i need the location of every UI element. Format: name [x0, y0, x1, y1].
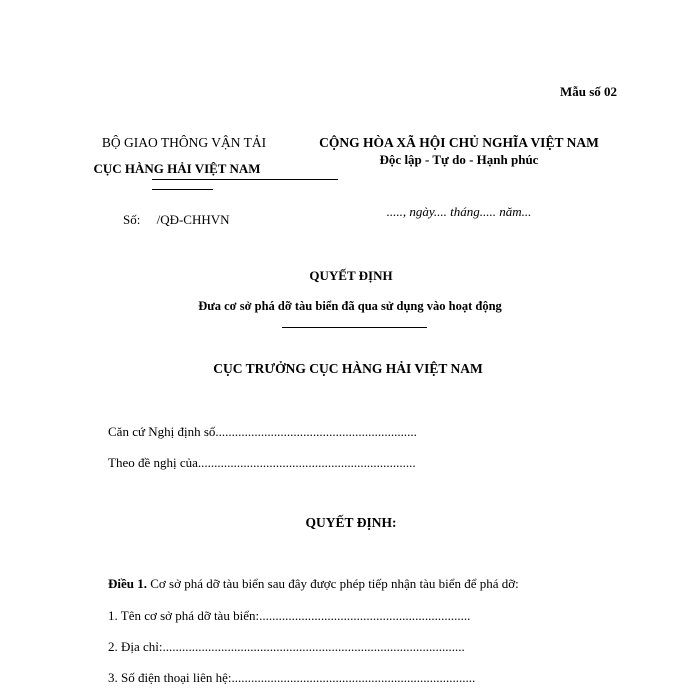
form-number: Mẫu số 02	[559, 84, 617, 99]
subtitle-divider	[282, 327, 427, 328]
basis-decree: Căn cứ Nghị định số..............................................................	[108, 424, 417, 439]
basis-proposal: Theo đề nghị của...................................................................	[108, 455, 416, 470]
country-name: CỘNG HÒA XÃ HỘI CHỦ NGHĨA VIỆT NAM	[319, 135, 599, 150]
ministry-name: BỘ GIAO THÔNG VẬN TẢI	[101, 135, 267, 150]
date-line: ....., ngày.... tháng..... năm...	[386, 204, 532, 219]
article-1-label: Điều 1.	[108, 576, 147, 591]
article-1	[108, 576, 519, 592]
document-title: QUYẾT ĐỊNH	[309, 268, 393, 283]
item-facility-name: 1. Tên cơ sở phá dỡ tàu biển:.................................................................	[108, 608, 471, 623]
item-address: 2. Địa chỉ:.............................................................................................	[108, 639, 465, 654]
document-number: Số: /QĐ-CHHVN	[123, 212, 230, 227]
agency-underline	[152, 179, 338, 180]
agency-name: CỤC HÀNG HẢI VIỆT NAM	[93, 161, 261, 176]
motto: Độc lập - Tự do - Hạnh phúc	[379, 152, 539, 167]
agency-divider	[152, 189, 213, 190]
article-1-text: Cơ sở phá dỡ tàu biển sau đây được phép tiếp nhận tàu biển để phá dỡ:	[147, 576, 519, 591]
issuing-authority: CỤC TRƯỞNG CỤC HÀNG HẢI VIỆT NAM	[213, 361, 483, 376]
item-phone: 3. Số điện thoại liên hệ:...........................................................................	[108, 670, 476, 685]
decide-heading: QUYẾT ĐỊNH:	[305, 515, 397, 530]
document-subtitle: Đưa cơ sở phá dỡ tàu biển đã qua sử dụng vào hoạt động	[198, 299, 502, 313]
